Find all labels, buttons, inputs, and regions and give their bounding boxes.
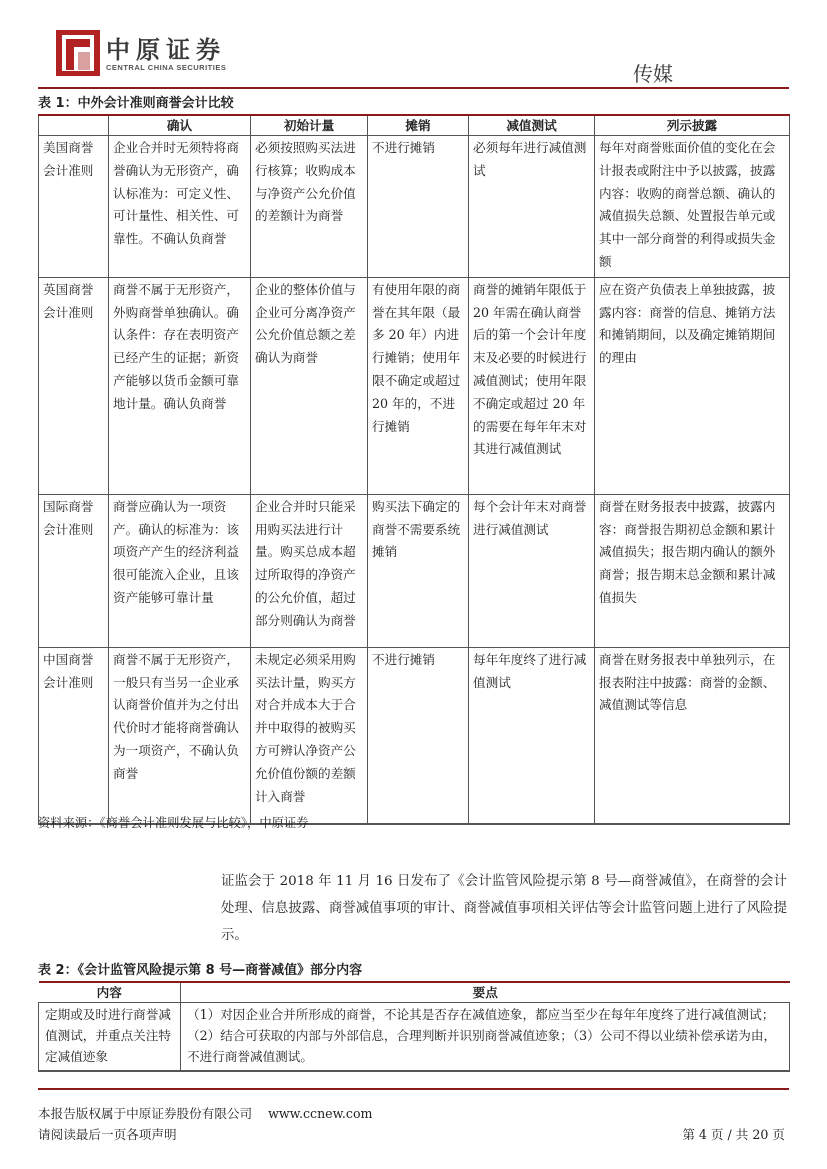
logo-chinese-name: 中原证券 [106,36,226,64]
column-header: 要点 [181,982,790,1003]
table-cell: 企业合并时只能采用购买法进行计量。购买总成本超过所取得的净资产的公允价值，超过部分则确认为商誉 [251,494,368,647]
source-note: 资料来源：《商誉会计准则发展与比较》，中原证券 [38,816,309,830]
table-row [39,494,790,647]
table-header-row [39,115,790,136]
table-row [39,136,790,278]
row-label: 国际商誉会计准则 [39,494,109,647]
footer-copyright-line [38,1103,373,1122]
table-cell: （1）对因企业合并所形成的商誉，不论其是否存在减值迹象，都应当至少在每年年度终了进行减值测试；（2）结合可获取的内部与外部信息，合理判断并识别商誉减值迹象；（3）公司不得以业绩补偿承诺为由，不进行商誉减值测试。 [181,1003,790,1072]
table-cell: 不进行摊销 [368,136,469,278]
section-label: 传媒 [633,62,673,86]
footer-notice: 请阅读最后一页各项声明 [38,1127,177,1142]
column-header: 减值测试 [469,115,595,136]
table-cell: 购买法下确定的商誉不需要系统摊销 [368,494,469,647]
page-number: 第 4 页 / 共 20 页 [682,1127,785,1142]
table-cell: 每年年度终了进行减值测试 [469,647,595,824]
table-cell: 应在资产负债表上单独披露，披露内容：商誉的信息、摊销方法和摊销期间，以及确定摊销期间的理由 [595,277,790,494]
table-cell: 商誉在财务报表中披露，披露内容：商誉报告期初总金额和累计减值损失；报告期内确认的额外商誉；报告期末总金额和累计减值损失 [595,494,790,647]
table-cell: 商誉在财务报表中单独列示，在报表附注中披露：商誉的金额、减值测试等信息 [595,647,790,824]
table-header-row [39,982,790,1003]
table-cell: 每个会计年末对商誉进行减值测试 [469,494,595,647]
row-label: 英国商誉会计准则 [39,277,109,494]
table-row [39,277,790,494]
column-header: 内容 [39,982,181,1003]
table2-title: 表 2：《会计监管风险提示第 8 号—商誉减值》部分内容 [38,963,363,978]
logo-mark-icon [56,30,100,76]
table-cell: 定期或及时进行商誉减值测试，并重点关注特定减值迹象 [39,1003,181,1072]
table-cell: 商誉不属于无形资产，一般只有当另一企业承认商誉价值并为之付出代价时才能将商誉确认为一项资产，不确认负商誉 [109,647,251,824]
copyright-text: 本报告版权属于中原证券股份有限公司 [38,1106,253,1121]
body-paragraph: 证监会于 2018 年 11 月 16 日发布了《会计监管风险提示第 8 号—商誉减值》，在商誉的会计处理、信息披露、商誉减值事项的审计、商誉减值事项相关评估等会计监管问题上进行了风险提示。 [221,874,787,943]
company-logo [56,30,246,76]
table-cell: 企业合并时无须特将商誉确认为无形资产，确认标准为：可定义性、可计量性、相关性、可靠性。不确认负商誉 [109,136,251,278]
risk-notice-table [38,981,790,1072]
table-row [39,647,790,824]
table-cell: 商誉的摊销年限低于 20 年需在确认商誉后的第一个会计年度末及必要的时候进行减值测试；使用年限不确定或超过 20 年的需要在每年年末对其进行减值测试 [469,277,595,494]
footer-divider [38,1088,789,1090]
column-header: 初始计量 [251,115,368,136]
table-cell: 每年对商誉账面价值的变化在会计报表或附注中予以披露，披露内容：收购的商誉总额、确认的减值损失总额、处置报告单元或其中一部分商誉的利得或损失金额 [595,136,790,278]
website-link[interactable]: www.ccnew.com [268,1106,373,1121]
column-header [39,115,109,136]
table-cell: 企业的整体价值与企业可分离净资产公允价值总额之差确认为商誉 [251,277,368,494]
table-cell: 有使用年限的商誉在其年限（最多 20 年）内进行摊销；使用年限不确定或超过 20 年的，不进行摊销 [368,277,469,494]
table-cell: 商誉应确认为一项资产。确认的标准为：该项资产产生的经济利益很可能流入企业，且该资产能够可靠计量 [109,494,251,647]
column-header: 列示披露 [595,115,790,136]
logo-english-name: CENTRAL CHINA SECURITIES [106,63,227,72]
goodwill-comparison-table [38,114,790,825]
row-label: 美国商誉会计准则 [39,136,109,278]
column-header: 确认 [109,115,251,136]
table-cell: 必须每年进行减值测试 [469,136,595,278]
table1-title: 表 1：中外会计准则商誉会计比较 [38,96,234,111]
table-row [39,1003,790,1072]
table-cell: 不进行摊销 [368,647,469,824]
row-label: 中国商誉会计准则 [39,647,109,824]
table-cell: 必须按照购买法进行核算；收购成本与净资产公允价值的差额计为商誉 [251,136,368,278]
column-header: 摊销 [368,115,469,136]
header-divider [38,87,789,89]
table-cell: 商誉不属于无形资产，外购商誉单独确认。确认条件：存在表明资产已经产生的证据；新资产能够以货币金额可靠地计量。确认负商誉 [109,277,251,494]
table-cell: 未规定必须采用购买法计量，购买方对合并成本大于合并中取得的被购买方可辨认净资产公允价值份额的差额计入商誉 [251,647,368,824]
